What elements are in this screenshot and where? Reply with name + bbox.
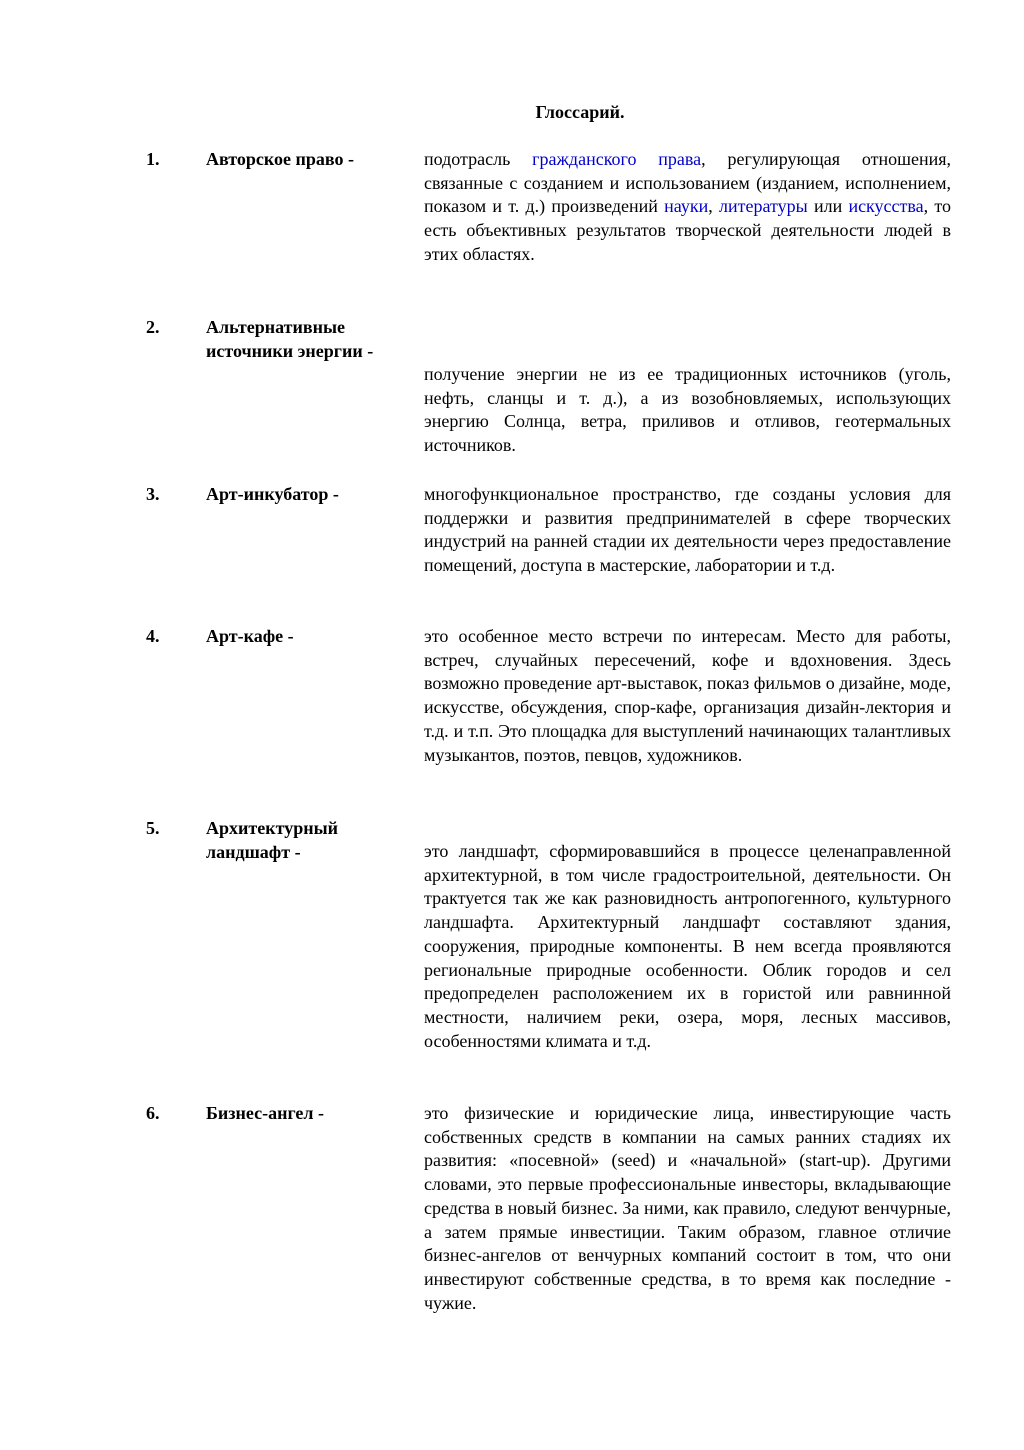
entry-definition: это физические и юридические лица, инвестирующие часть собственных средств в компании на самых ранних стадиях их развития: «посевной» (seed) и «начальной» (start-up). Другими словами, это первые профессиональные инвесторы, вкладывающие средства в новый бизнес. За ними, как правило, следуют венчурные, а затем прямые инвестиции. Таким образом, главное отличие бизнес-ангелов от венчурных компаний состоит в том, что они инвестируют собственные средства, в то время как последние - чужие. bbox=[424, 1103, 951, 1313]
link-art[interactable]: искусства bbox=[848, 196, 924, 217]
definition-text: или bbox=[807, 196, 849, 217]
link-literature[interactable]: литературы bbox=[719, 196, 808, 217]
definition-text: , bbox=[708, 196, 719, 217]
link-civil-law[interactable]: гражданского права bbox=[532, 149, 702, 169]
entry-number: 1. bbox=[146, 149, 160, 169]
entry-number: 6. bbox=[146, 1103, 160, 1123]
entry-definition: получение энергии не из ее традиционных источников (уголь, нефть, сланцы и т. д.), а из возобновляемых, использующих энергию Солнца, ветра, приливов и отливов, геотермальных источников. bbox=[424, 364, 951, 456]
page-title: Глоссарий. bbox=[535, 102, 625, 122]
entry-term: Альтернативные источники энергии - bbox=[206, 317, 374, 361]
entry-term: Бизнес-ангел - bbox=[206, 1103, 324, 1123]
definition-text: подотрасль bbox=[424, 149, 533, 169]
entry-number: 2. bbox=[146, 317, 160, 337]
entry-definition: это ландшафт, сформировавшийся в процессе целенаправленной архитектурной, в том числе градостроительной, деятельности. Он трактуется так же как разновидность антропогенного, культурного ландшафта. Архитектурный ландшафт составляют здания, сооружения, природные компоненты. В нем всегда проявляются региональные природные особенности. Облик городов и сел предопределен расположением их в гористой или равнинной местности, наличием реки, озера, моря, лесных массивов, особенностями климата и т.д. bbox=[424, 841, 951, 1051]
entry-definition: это особенное место встречи по интересам. Место для работы, встреч, случайных пересечений, кофе и вдохновения. Здесь возможно проведение арт-выставок, показ фильмов о дизайне, моде, искусстве, обсуждения, спор-кафе, организация дизайн-лектория и т.д. и т.п. Это площадка для выступлений начинающих талантливых музыкантов, поэтов, певцов, художников. bbox=[424, 626, 951, 765]
entry-definition bbox=[424, 148, 951, 267]
link-science[interactable]: науки bbox=[664, 196, 709, 217]
entry-number: 4. bbox=[146, 626, 160, 646]
entry-number: 3. bbox=[146, 484, 160, 504]
entry-term: Арт-кафе - bbox=[206, 626, 294, 646]
definition-text: , то есть объективных результатов творческой деятельности людей в этих областях. bbox=[424, 196, 952, 264]
entry-term: Арт-инкубатор - bbox=[206, 484, 339, 504]
entry-definition: многофункциональное пространство, где созданы условия для поддержки и развития предпринимателей в сфере творческих индустрий на ранней стадии их деятельности через предоставление помещений, доступа в мастерские, лаборатории и т.д. bbox=[424, 484, 951, 576]
entry-number: 5. bbox=[146, 818, 160, 838]
entry-term: Авторское право - bbox=[206, 149, 354, 169]
entry-term: Архитектурный ландшафт - bbox=[206, 818, 338, 862]
definition-text: , регулирующая отношения, связанные с созданием и использованием (изданием, исполнением, показом и т. д.) произведений bbox=[424, 149, 952, 217]
